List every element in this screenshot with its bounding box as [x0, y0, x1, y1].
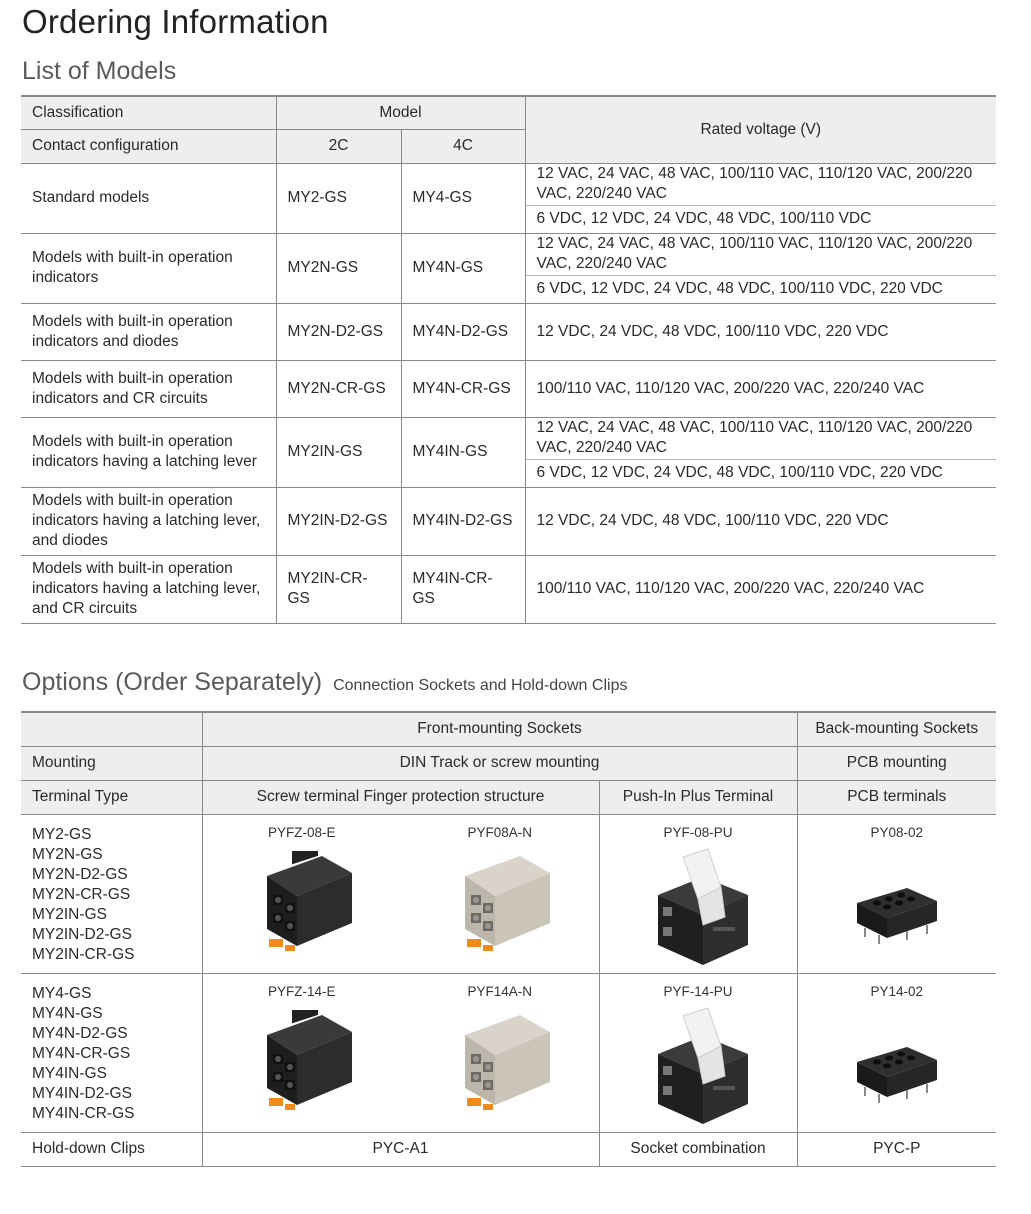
model-2c-cell: MY2IN-CR-GS	[276, 555, 401, 623]
table-row	[21, 163, 996, 205]
classification-cell: Models with built-in operation indicators	[21, 233, 276, 303]
product-cell	[401, 814, 599, 973]
header-rated-voltage: Rated voltage (V)	[525, 96, 996, 163]
header-din-track: DIN Track or screw mounting	[202, 746, 797, 780]
header-terminal-type: Terminal Type	[21, 780, 202, 814]
product-label: PY14-02	[870, 983, 924, 999]
list-item: MY2IN-GS	[32, 905, 107, 923]
beige-screw-socket-icon	[445, 1010, 555, 1115]
list-item: MY4N-GS	[32, 1004, 103, 1022]
header-push-in: Push-In Plus Terminal	[599, 780, 797, 814]
pcb-socket-icon	[847, 873, 947, 948]
product-label: PYF-14-PU	[663, 983, 733, 999]
voltage-dc-cell: 6 VDC, 12 VDC, 24 VDC, 48 VDC, 100/110 VDC	[525, 205, 996, 233]
options-subheading: Connection Sockets and Hold-down Clips	[333, 677, 628, 694]
product-label: PYF08A-N	[467, 824, 533, 840]
voltage-dc-cell: 6 VDC, 12 VDC, 24 VDC, 48 VDC, 100/110 VDC, 220 VDC	[525, 459, 996, 487]
options-heading: Options (Order Separately)	[22, 668, 323, 696]
voltage-cell: 100/110 VAC, 110/120 VAC, 200/220 VAC, 220/240 VAC	[525, 555, 996, 623]
table-row	[21, 303, 996, 360]
header-model: Model	[276, 96, 525, 129]
header-classification: Classification	[21, 96, 276, 129]
product-cell	[599, 973, 797, 1132]
voltage-cell: 100/110 VAC, 110/120 VAC, 200/220 VAC, 220/240 VAC	[525, 360, 996, 417]
product-label: PY08-02	[870, 824, 924, 840]
model-4c-cell: MY4N-GS	[401, 233, 525, 303]
list-item: MY4N-D2-GS	[32, 1024, 128, 1042]
product-cell	[202, 973, 401, 1132]
product-label: PYFZ-08-E	[267, 824, 336, 840]
list-item: MY4IN-D2-GS	[32, 1084, 132, 1102]
product-label: PYFZ-14-E	[267, 983, 336, 999]
classification-cell: Models with built-in operation indicators having a latching lever, and diodes	[21, 487, 276, 555]
voltage-ac-cell: 12 VAC, 24 VAC, 48 VAC, 100/110 VAC, 110/120 VAC, 200/220 VAC, 220/240 VAC	[525, 163, 996, 205]
section-title-options	[22, 668, 627, 697]
list-item: MY2N-CR-GS	[32, 885, 131, 903]
header-4c: 4C	[401, 129, 525, 163]
product-label: PYF-08-PU	[663, 824, 733, 840]
section-title-list-of-models: List of Models	[22, 57, 177, 85]
voltage-cell: 12 VDC, 24 VDC, 48 VDC, 100/110 VDC, 220 VDC	[525, 303, 996, 360]
header-empty	[21, 712, 202, 746]
product-label: PYF14A-N	[467, 983, 533, 999]
header-pcb-mounting: PCB mounting	[797, 746, 996, 780]
product-cell	[797, 973, 996, 1132]
classification-cell: Models with built-in operation indicators and diodes	[21, 303, 276, 360]
classification-cell: Models with built-in operation indicators and CR circuits	[21, 360, 276, 417]
header-mounting: Mounting	[21, 746, 202, 780]
options-table	[21, 711, 996, 1167]
header-2c: 2C	[276, 129, 401, 163]
black-screw-socket-icon	[247, 851, 357, 956]
table-row	[21, 814, 996, 973]
models-table	[21, 95, 996, 624]
table-row	[21, 973, 996, 1132]
voltage-cell: 12 VDC, 24 VDC, 48 VDC, 100/110 VDC, 220 VDC	[525, 487, 996, 555]
product-cell	[401, 973, 599, 1132]
model-4c-cell: MY4IN-GS	[401, 417, 525, 487]
voltage-ac-cell: 12 VAC, 24 VAC, 48 VAC, 100/110 VAC, 110/120 VAC, 200/220 VAC, 220/240 VAC	[525, 233, 996, 275]
table-row	[21, 417, 996, 459]
table-row	[21, 233, 996, 275]
list-item: MY2N-GS	[32, 845, 103, 863]
table-row	[21, 360, 996, 417]
pcb-socket-icon	[847, 1032, 947, 1107]
model-2c-cell: MY2IN-D2-GS	[276, 487, 401, 555]
list-item: MY4IN-GS	[32, 1064, 107, 1082]
header-contact-configuration: Contact configuration	[21, 129, 276, 163]
classification-cell: Models with built-in operation indicators having a latching lever, and CR circuits	[21, 555, 276, 623]
list-item: MY2-GS	[32, 825, 92, 843]
model-4c-cell: MY4N-D2-GS	[401, 303, 525, 360]
hold-down-front: PYC-A1	[202, 1132, 599, 1166]
table-row	[21, 487, 996, 555]
table-row	[21, 1132, 996, 1166]
beige-screw-socket-icon	[445, 851, 555, 956]
voltage-dc-cell: 6 VDC, 12 VDC, 24 VDC, 48 VDC, 100/110 VDC, 220 VDC	[525, 275, 996, 303]
model-list-4c	[21, 973, 202, 1132]
model-2c-cell: MY2N-GS	[276, 233, 401, 303]
list-item: MY2IN-D2-GS	[32, 925, 132, 943]
model-2c-cell: MY2N-CR-GS	[276, 360, 401, 417]
hold-down-push-in: Socket combination	[599, 1132, 797, 1166]
list-item: MY2N-D2-GS	[32, 865, 128, 883]
model-4c-cell: MY4-GS	[401, 163, 525, 233]
product-cell	[797, 814, 996, 973]
table-row	[21, 555, 996, 623]
header-pcb-terminals: PCB terminals	[797, 780, 996, 814]
list-item: MY2IN-CR-GS	[32, 945, 135, 963]
hold-down-back: PYC-P	[797, 1132, 996, 1166]
header-screw-terminal: Screw terminal Finger protection structure	[202, 780, 599, 814]
list-item: MY4N-CR-GS	[32, 1044, 131, 1062]
header-front-mounting: Front-mounting Sockets	[202, 712, 797, 746]
voltage-ac-cell: 12 VAC, 24 VAC, 48 VAC, 100/110 VAC, 110/120 VAC, 200/220 VAC, 220/240 VAC	[525, 417, 996, 459]
model-2c-cell: MY2N-D2-GS	[276, 303, 401, 360]
push-in-socket-icon	[643, 847, 753, 969]
list-item: MY4IN-CR-GS	[32, 1104, 135, 1122]
product-cell	[202, 814, 401, 973]
page-title: Ordering Information	[22, 3, 329, 40]
product-cell	[599, 814, 797, 973]
push-in-socket-icon	[643, 1006, 753, 1128]
model-4c-cell: MY4N-CR-GS	[401, 360, 525, 417]
classification-cell: Models with built-in operation indicators having a latching lever	[21, 417, 276, 487]
black-screw-socket-icon	[247, 1010, 357, 1115]
classification-cell: Standard models	[21, 163, 276, 233]
model-4c-cell: MY4IN-CR-GS	[401, 555, 525, 623]
list-item: MY4-GS	[32, 984, 92, 1002]
model-2c-cell: MY2-GS	[276, 163, 401, 233]
model-2c-cell: MY2IN-GS	[276, 417, 401, 487]
model-4c-cell: MY4IN-D2-GS	[401, 487, 525, 555]
hold-down-label: Hold-down Clips	[21, 1132, 202, 1166]
model-list-2c	[21, 814, 202, 973]
header-back-mounting: Back-mounting Sockets	[797, 712, 996, 746]
